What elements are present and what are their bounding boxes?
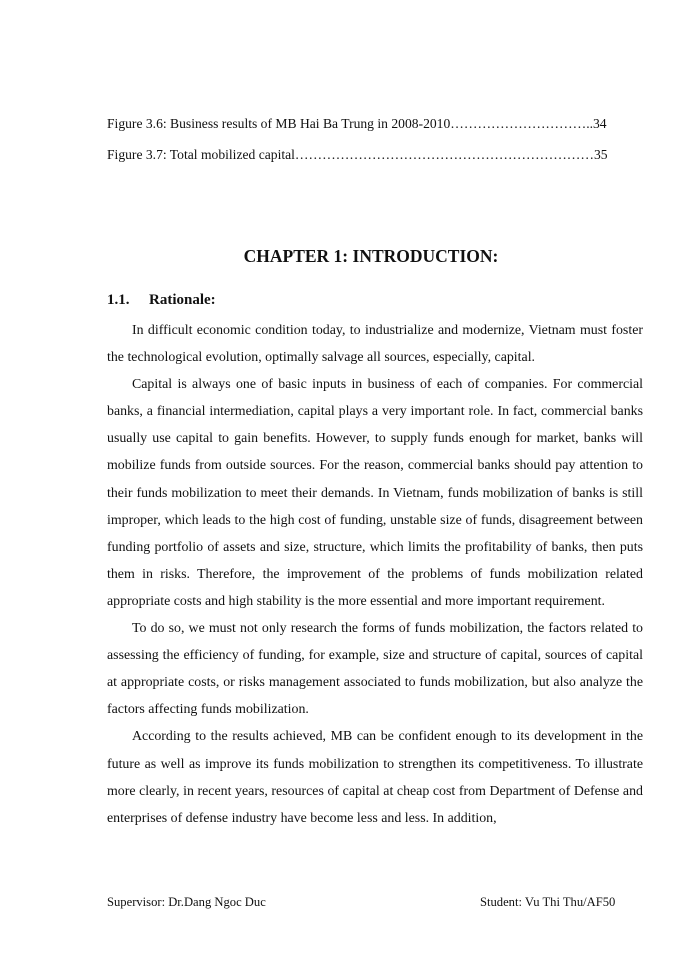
paragraph: In difficult economic condition today, to industrialize and modernize, Vietnam must foster the technological evolution, optimally salvage all sources, especially, capital.	[107, 323, 643, 366]
paragraph: To do so, we must not only research the forms of funds mobilization, the factors related to assessing the efficiency of funding, for example, size and structure of capital, sources of capital at appropriate costs, or risks management associated to funds mobilization, but also analyze the factors affecting funds mobilization.	[107, 621, 643, 718]
toc-entry-figure-3-7: Figure 3.7: Total mobilized capital…………………………………………………………35	[107, 147, 608, 162]
paragraph: According to the results achieved, MB can be confident enough to its development in the future as well as improve its funds mobilization to strengthen its competitiveness. To illustrate more clearly, in recent years, resources of capital at cheap cost from Department of Defense and enterprises of defense industry have become less and less. In addition,	[107, 729, 643, 826]
footer-student: Student: Vu Thi Thu/AF50	[480, 895, 616, 909]
toc-entry-figure-3-6: Figure 3.6: Business results of MB Hai Ba Trung in 2008-2010…………………………..34	[107, 116, 607, 131]
chapter-title: CHAPTER 1: INTRODUCTION:	[243, 246, 499, 266]
section-body	[107, 317, 643, 832]
paragraph: Capital is always one of basic inputs in business of each of companies. For commercial banks, a financial intermediation, capital plays a very important role. In fact, commercial banks usually use capital to gain benefits. However, to supply funds enough for market, banks will mobilize funds from outside sources. For the reason, commercial banks should pay attention to their funds mobilization to meet their demands. In Vietnam, funds mobilization of banks is still improper, which leads to the high cost of funding, unstable size of funds, disagreement between funding portfolio of assets and size, structure, which limits the profitability of banks, then puts them in risks. Therefore, the improvement of the problems of funds mobilization related appropriate costs and high stability is the more essential and more important requirement.	[107, 377, 643, 609]
section-title: Rationale:	[149, 292, 216, 308]
section-number: 1.1.	[107, 292, 130, 308]
section-heading	[107, 292, 216, 309]
footer-supervisor: Supervisor: Dr.Dang Ngoc Duc	[107, 895, 266, 909]
